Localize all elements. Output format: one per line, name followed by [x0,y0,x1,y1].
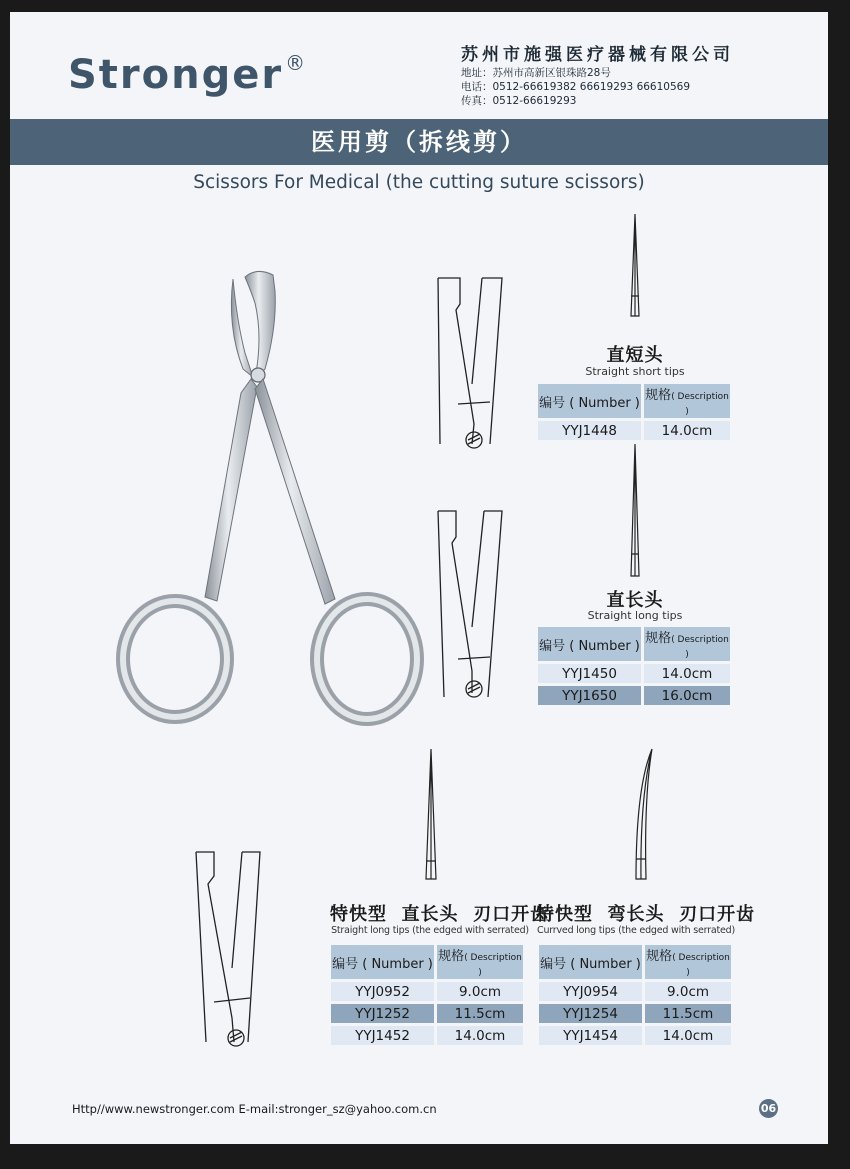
section-title-en: Straight short tips [585,365,685,378]
header-number: 编号 ( Number ) [539,945,642,979]
spec-table-long-tips [535,624,733,708]
header-spec: 规格( Description ) [644,384,730,418]
table-header-row [538,384,730,418]
table-header-row [538,627,730,661]
table-row [539,1026,731,1045]
spec-table-curved-serrated [536,942,734,1048]
section-title-en: Straight long tips [587,609,683,622]
cell-size: 9.0cm [437,982,523,1001]
company-name: 苏州市施强医疗器械有限公司 [461,45,734,65]
scissors-photo [105,267,425,737]
category-title-band: 医用剪（拆线剪） [10,119,828,165]
company-contact [461,66,690,108]
table-row [538,686,730,705]
company-fax: 传真：0512-66619293 [461,95,577,107]
cell-number: YYJ0952 [331,982,434,1001]
table-row [331,982,523,1001]
cell-number: YYJ1252 [331,1004,434,1023]
company-phone: 电话：0512-66619382 66619293 66610569 [461,81,691,93]
cell-number: YYJ1450 [538,664,641,683]
table-row [538,421,730,440]
detail-drawing-short-tips [430,274,530,454]
brand-logo [68,52,307,98]
table-row [538,664,730,683]
tip-drawing-short [622,212,648,322]
cell-size: 11.5cm [437,1004,523,1023]
cell-number: YYJ1454 [539,1026,642,1045]
section-title-en: Currved long tips (the edged with serrated) [537,925,735,936]
cell-size: 9.0cm [645,982,731,1001]
table-header-row [539,945,731,979]
header-number: 编号 ( Number ) [331,945,434,979]
page-number-badge: 06 [759,1099,778,1118]
header-spec: 规格( Description ) [437,945,523,979]
tip-drawing-curved-serrated [622,747,662,887]
header-number: 编号 ( Number ) [538,627,641,661]
detail-drawing-long-tips [430,507,530,707]
cell-size: 11.5cm [645,1004,731,1023]
table-row [331,1026,523,1045]
section-title-en: Straight long tips (the edged with serrated) [331,925,529,936]
cell-number: YYJ1448 [538,421,641,440]
cell-number: YYJ1254 [539,1004,642,1023]
section-title-cn: 特快型 直长头 刃口开齿 [330,904,550,925]
header-spec: 规格( Description ) [645,945,731,979]
tip-drawing-straight-serrated [418,747,444,887]
cell-size: 14.0cm [644,421,730,440]
spec-table-short-tips [535,381,733,443]
brand-name: Stronger [68,52,284,98]
cell-number: YYJ0954 [539,982,642,1001]
company-address: 地址：苏州市高新区银珠路28号 [461,67,611,79]
category-subtitle: Scissors For Medical (the cutting suture scissors) [193,172,645,193]
registered-mark: ® [285,50,308,75]
table-header-row [331,945,523,979]
cell-size: 14.0cm [645,1026,731,1045]
cell-size: 16.0cm [644,686,730,705]
section-title-cn: 特快型 弯长头 刃口开齿 [536,904,756,925]
table-row [331,1004,523,1023]
table-row [539,1004,731,1023]
footer-contact: Http//www.newstronger.com E-mail:stronger_sz@yahoo.com.cn [72,1102,437,1116]
cell-number: YYJ1452 [331,1026,434,1045]
spec-table-straight-serrated [328,942,526,1048]
cell-size: 14.0cm [644,664,730,683]
section-title-cn: 直长头 [606,590,664,611]
cell-number: YYJ1650 [538,686,641,705]
catalog-page [10,12,828,1144]
detail-drawing-serrated [188,848,288,1048]
tip-drawing-long [622,442,648,582]
header-number: 编号 ( Number ) [538,384,641,418]
cell-size: 14.0cm [437,1026,523,1045]
section-title-cn: 直短头 [606,345,664,366]
table-row [539,982,731,1001]
header-spec: 规格( Description ) [644,627,730,661]
